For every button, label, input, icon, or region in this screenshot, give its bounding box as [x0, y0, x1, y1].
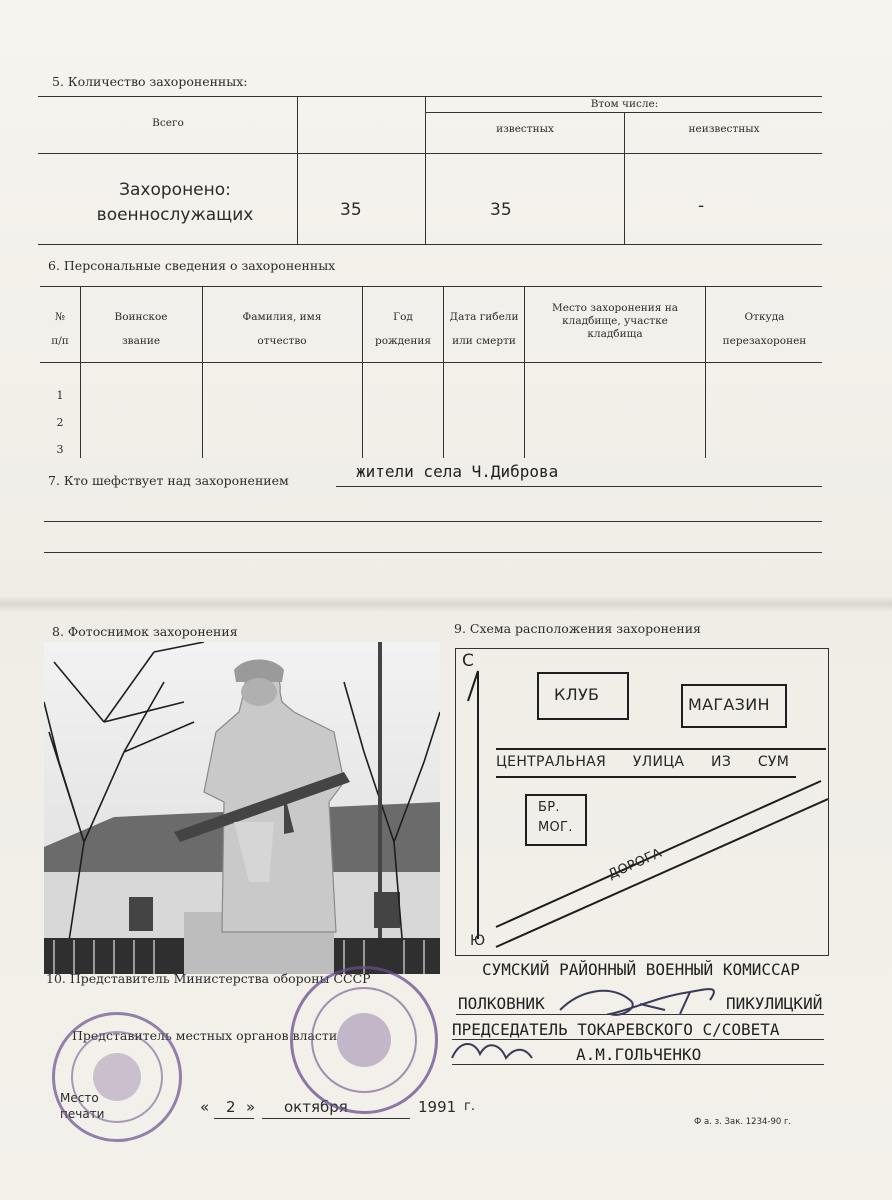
header-name-l1: Фамилия, имя: [242, 311, 322, 323]
date-year-word: г.: [464, 1099, 475, 1114]
date-year: [418, 1098, 456, 1116]
section10-title: 10. Представитель Министерства обороны СССР: [46, 971, 371, 986]
row-number-2: 2: [56, 416, 64, 429]
row-numbers: [40, 382, 80, 463]
section7-title: 7. Кто шефствует над захоронением: [48, 473, 289, 488]
seal-place-l2: печати: [60, 1107, 105, 1121]
header-birth-l2: рождения: [374, 335, 431, 347]
council-stamp: [52, 1012, 182, 1142]
commissar-title: СУМСКИЙ РАЙОННЫЙ ВОЕННЫЙ КОМИССАР: [482, 960, 800, 979]
header-name: [204, 305, 360, 353]
known-count: 35: [490, 200, 512, 220]
row-label: [60, 178, 290, 228]
signatures: [440, 970, 740, 1100]
col-known-header: известных: [496, 123, 554, 135]
shop-label: МАГАЗИН: [688, 695, 770, 714]
council-emblem-icon: [93, 1053, 141, 1101]
south-label: Ю: [470, 933, 486, 949]
header-rank-l1: Воинское: [114, 311, 168, 323]
patron-line-2: [44, 521, 822, 522]
section5-title: 5. Количество захороненных:: [52, 74, 248, 89]
print-note: Ф а. з. Зак. 1234-90 г.: [694, 1117, 792, 1127]
header-from-l1: Откуда: [744, 311, 785, 323]
date-quote-close: »: [246, 1098, 256, 1116]
local-rep-title: Представитель местных органов власти: [72, 1028, 338, 1043]
header-name-l2: отчество: [257, 335, 307, 347]
scheme-drawing: [456, 649, 828, 955]
header-from-l2: перезахоронен: [722, 335, 807, 347]
header-death-l1: Дата гибели: [449, 311, 519, 323]
grave-label-l1: БР.: [538, 800, 560, 815]
patron-value: жители села Ч.Диброва: [356, 462, 559, 481]
header-death: [445, 305, 523, 353]
row-label-line2: военнослужащих: [96, 205, 254, 225]
header-place-l3: кладбища: [587, 328, 643, 340]
local-rep-position: ПРЕДСЕДАТЕЛЬ ТОКАРЕВСКОГО С/СОВЕТА: [452, 1020, 780, 1039]
table5-v2: [425, 96, 426, 244]
patron-line-3: [44, 552, 822, 553]
table6-v2: [202, 286, 203, 458]
header-place-l2: кладбище, участке: [562, 315, 668, 327]
header-num-l1: №: [55, 311, 65, 323]
seal-place-l1: Место: [60, 1091, 99, 1105]
north-label: С: [462, 651, 475, 671]
table5-v3: [624, 112, 625, 244]
paper-fold: [0, 596, 892, 612]
date-year-suffix: 91: [437, 1098, 457, 1116]
header-death-l2: или смерти: [452, 335, 516, 347]
section8-title: 8. Фотоснимок захоронения: [52, 624, 238, 639]
header-from: [707, 305, 822, 353]
table6-v5: [524, 286, 525, 458]
memorial-photo: [44, 642, 440, 974]
grave-label-l2: МОГ.: [538, 820, 573, 835]
location-scheme: [455, 648, 829, 956]
section6-title: 6. Персональные сведения о захороненных: [48, 258, 336, 273]
table6-v4: [443, 286, 444, 458]
club-label: КЛУБ: [554, 685, 600, 704]
row-number-1: 1: [56, 389, 64, 402]
table5-head-bottom: [38, 153, 822, 154]
emblem-icon: [337, 1013, 391, 1067]
table5-v1: [297, 96, 298, 244]
header-birth: [364, 305, 442, 353]
street-label: ЦЕНТРАЛЬНАЯ УЛИЦА ИЗ СУМ: [496, 754, 790, 770]
header-num: [40, 305, 80, 353]
date-day-line: [214, 1118, 254, 1119]
total-count: 35: [340, 200, 362, 220]
header-num-l2: п/п: [51, 335, 69, 347]
memorial-image: [44, 642, 440, 974]
unknown-count: -: [698, 196, 705, 216]
row-label-line1: Захоронено:: [119, 180, 231, 200]
commissar-rank: ПОЛКОВНИК: [458, 994, 545, 1013]
commissar-name: ПИКУЛИЦКИЙ: [726, 994, 823, 1013]
row-number-3: 3: [56, 443, 64, 456]
patron-line-1: [336, 486, 822, 487]
header-rank: [82, 305, 200, 353]
date-day: 2: [226, 1098, 236, 1116]
col-total-header: Всего: [152, 117, 184, 129]
col-unknown-header: неизвестных: [688, 123, 760, 135]
header-place: [526, 302, 704, 341]
header-place-l1: Место захоронения на: [551, 302, 678, 314]
local-rep-name: А.М.ГОЛЬЧЕНКО: [576, 1045, 702, 1064]
table5-bottom-line: [38, 244, 822, 245]
header-birth-l1: Год: [393, 311, 413, 323]
military-stamp: [290, 966, 438, 1114]
date-quote-open: «: [200, 1098, 210, 1116]
section9-title: 9. Схема расположения захоронения: [454, 621, 701, 636]
col-including-header: Втом числе:: [590, 98, 659, 110]
date-month: октября: [284, 1098, 348, 1116]
table6-v3: [362, 286, 363, 458]
table6-v6: [705, 286, 706, 458]
date-month-line: [262, 1118, 410, 1119]
road-label: ДОРОГА: [606, 845, 665, 883]
table6-v1: [80, 286, 81, 458]
grave-label: [538, 798, 573, 838]
header-rank-l2: звание: [121, 335, 161, 347]
date-year-prefix: 19: [418, 1098, 438, 1116]
